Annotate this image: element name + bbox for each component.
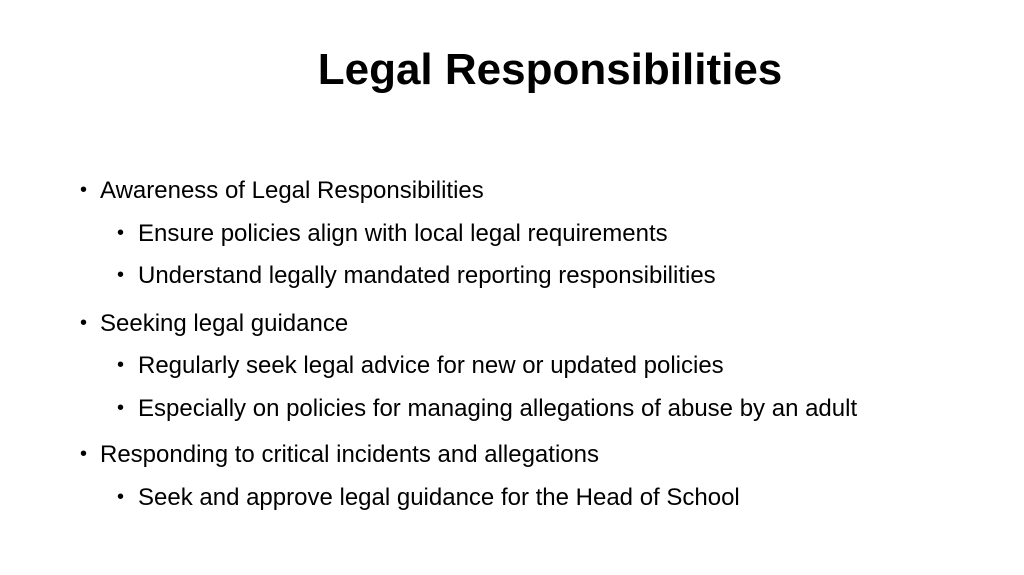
bullet-icon: •	[117, 354, 125, 376]
sub-list-item-text: Seek and approve legal guidance for the Head of School	[138, 484, 740, 511]
list-item-text: Awareness of Legal Responsibilities	[100, 177, 484, 204]
sub-list-item-text: Especially on policies for managing allegations of abuse by an adult	[138, 395, 858, 422]
bullet-icon: •	[117, 397, 125, 419]
bullet-icon: •	[117, 264, 125, 286]
bullet-icon: •	[80, 312, 88, 334]
slide-title: Legal Responsibilities	[317, 45, 783, 94]
sub-list-item-text: Understand legally mandated reporting responsibilities	[138, 262, 716, 289]
bullet-icon: •	[117, 486, 125, 508]
sub-list-item-text: Ensure policies align with local legal requirements	[138, 220, 668, 247]
bullet-icon: •	[80, 443, 88, 465]
list-item-text: Responding to critical incidents and allegations	[100, 441, 599, 468]
bullet-icon: •	[80, 179, 88, 201]
sub-list-item-text: Regularly seek legal advice for new or updated policies	[138, 352, 724, 379]
list-item-text: Seeking legal guidance	[100, 310, 349, 337]
bullet-icon: •	[117, 222, 125, 244]
